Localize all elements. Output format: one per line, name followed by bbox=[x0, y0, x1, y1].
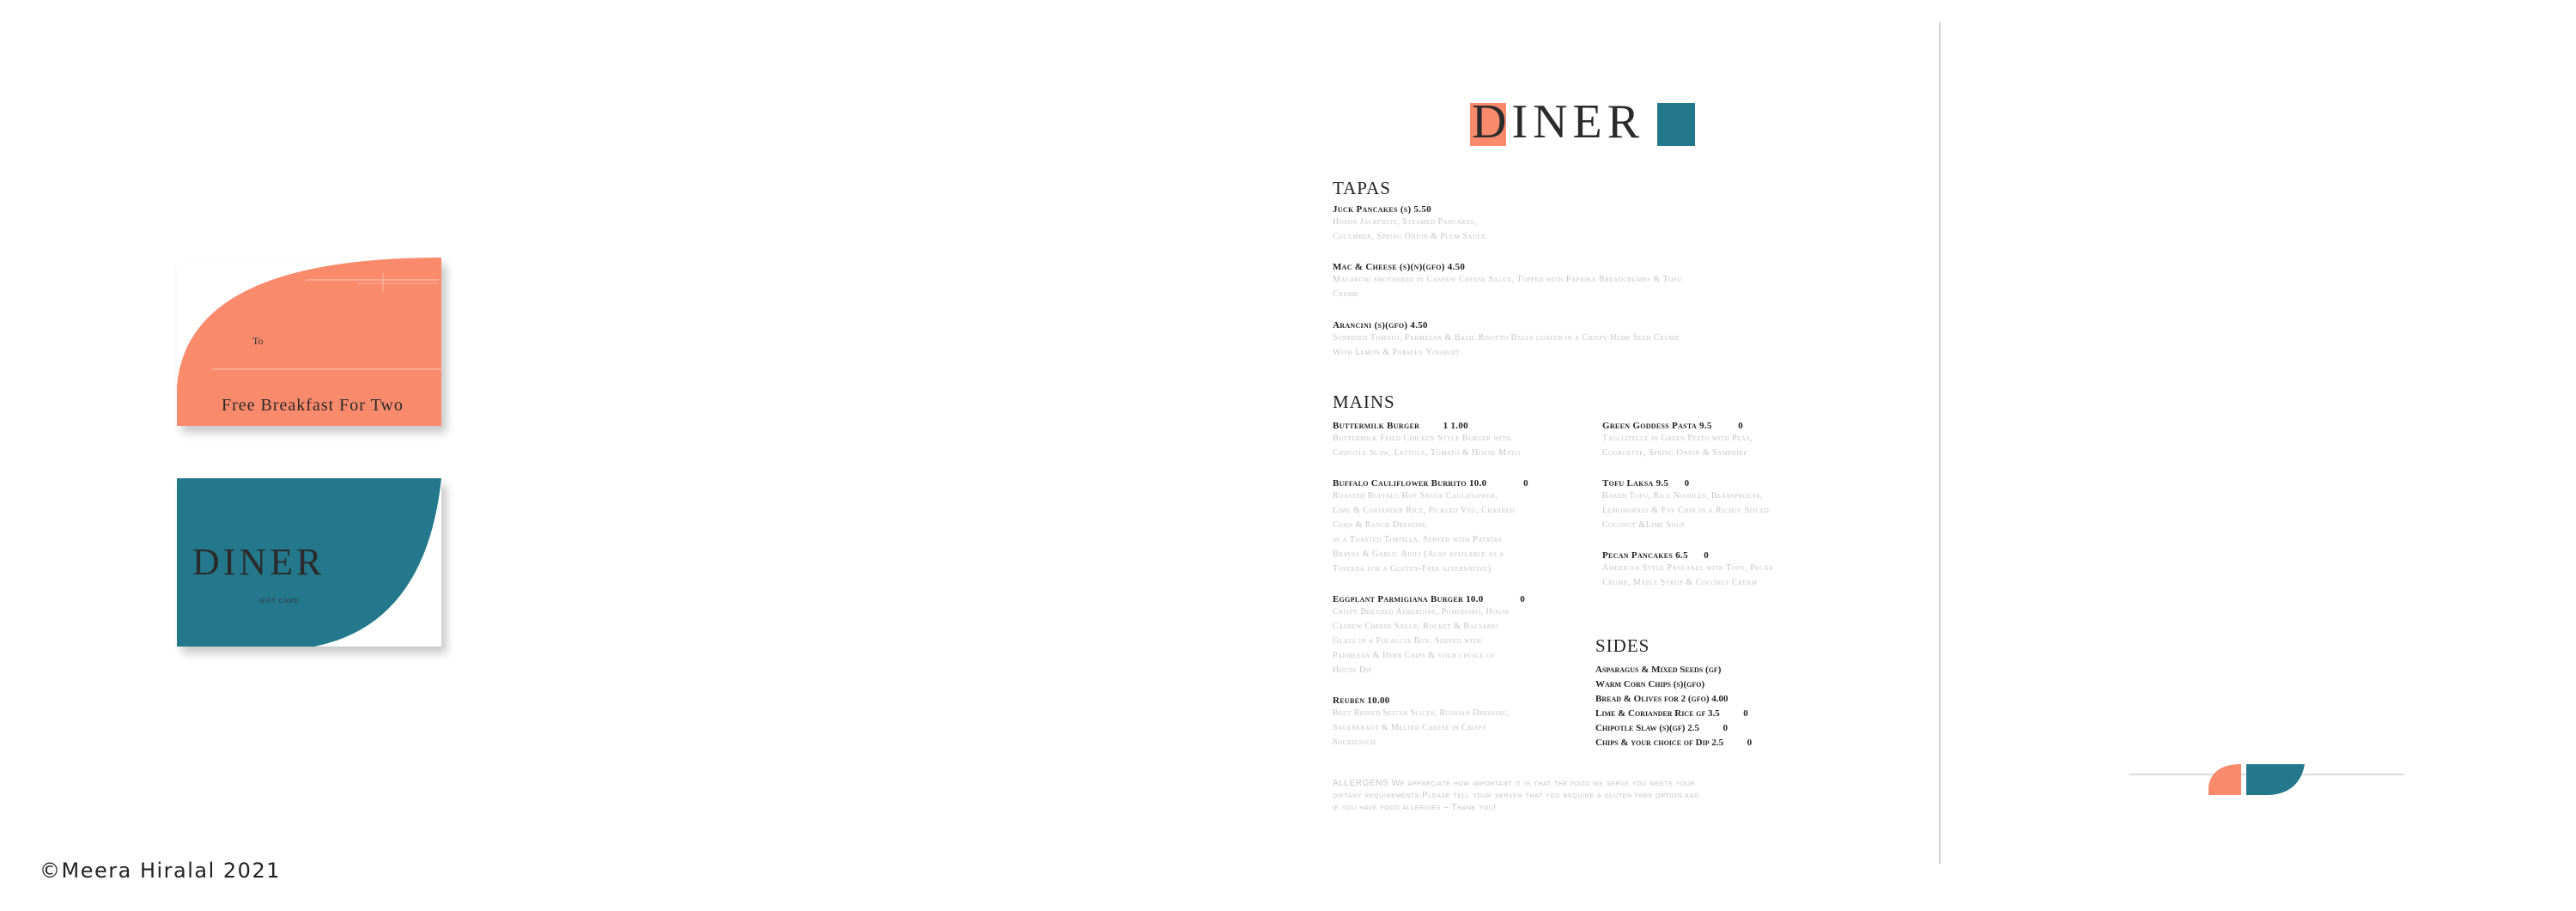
item-desc: Baked Tofu, Rice Noodles, Beansprouts, bbox=[1602, 491, 1764, 501]
card-subtitle: GIFT CARD bbox=[259, 598, 300, 604]
item-desc: Lime & Coriander Rice, Pickled Veg, Charred bbox=[1333, 506, 1516, 515]
item-desc: Sundried Tomato, Parmesan & Basil Risotto Balls coated in a Crispy Hemp Seed Crumb bbox=[1333, 333, 1680, 343]
item-desc: American Style Pancakes with Tofu, Pecan bbox=[1602, 563, 1774, 573]
item-price: 0 bbox=[1684, 478, 1690, 489]
brand-mark-shapes bbox=[2129, 756, 2404, 799]
side-price: 0 bbox=[1747, 738, 1753, 748]
mains-item bbox=[1333, 478, 1599, 576]
item-name bbox=[1333, 478, 1599, 489]
gift-card-front bbox=[177, 258, 441, 426]
item-desc: Beet Brined Seitan Slices, Russian Dressing, bbox=[1333, 708, 1510, 718]
mains-item bbox=[1333, 594, 1599, 677]
item-name bbox=[1333, 421, 1599, 431]
side-name: Asparagus & Mixed Seeds (gf) bbox=[1595, 665, 1722, 675]
item-price: 0 bbox=[1523, 478, 1528, 489]
tapas-item bbox=[1333, 204, 1882, 244]
sides-list bbox=[1595, 663, 1870, 750]
item-desc: Coconut &Lime Soup bbox=[1602, 520, 1686, 530]
gift-card-back bbox=[177, 478, 441, 647]
item-desc: Sourdough bbox=[1333, 738, 1376, 747]
item-desc: Buttermilk Fried Chicken Style Burger with bbox=[1333, 434, 1511, 443]
item-title: Buttermilk Burger bbox=[1333, 421, 1420, 431]
sides-heading: SIDES bbox=[1595, 635, 1650, 656]
side-name: Lime & Coriander Rice gf 3.5 bbox=[1595, 708, 1720, 719]
side-item bbox=[1595, 677, 1870, 692]
menu-page bbox=[1331, 0, 1958, 911]
item-name bbox=[1602, 550, 1860, 561]
item-desc: Hoisin Jackfruit, Steamed Pancakes, bbox=[1333, 217, 1478, 227]
mains-item bbox=[1602, 550, 1860, 590]
item-desc: Lemongrass & Fay Chin in a Richly Spiced bbox=[1602, 506, 1770, 515]
card-title: Free Breakfast For Two bbox=[222, 396, 404, 415]
item-name bbox=[1602, 478, 1860, 489]
item-price: 1 1.00 bbox=[1443, 421, 1468, 431]
side-item bbox=[1595, 692, 1870, 707]
item-price: 0 bbox=[1520, 594, 1526, 604]
card-logo: DINER bbox=[192, 541, 325, 583]
tapas-heading: TAPAS bbox=[1333, 178, 1391, 198]
copyright: ©Meera Hiralal 2021 bbox=[39, 859, 281, 883]
item-title: Green Goddess Pasta 9.5 bbox=[1602, 421, 1712, 431]
item-desc: Crumb, Maple Syrup & Coconut Cream bbox=[1602, 578, 1758, 587]
tapas-item bbox=[1333, 262, 1882, 301]
item-name: Mac & Cheese (s)(n)(gfo) 4.50 bbox=[1333, 262, 1466, 272]
allergens-note bbox=[1333, 778, 1899, 814]
side-item bbox=[1595, 736, 1870, 750]
item-title: Tofu Laksa 9.5 bbox=[1602, 478, 1669, 489]
brand-mark-coral bbox=[2208, 764, 2241, 795]
tapas-item bbox=[1333, 320, 1882, 360]
item-desc: Tostada for a Gluten-Free alternative) bbox=[1333, 564, 1492, 574]
item-desc: With Lemon & Parsley Yoghurt bbox=[1333, 348, 1460, 357]
item-desc: Roasted Buffalo Hot Sauce Cauliflower, bbox=[1333, 491, 1498, 501]
side-price: 0 bbox=[1722, 723, 1728, 733]
allergen-line: ALLERGENS We appreciate how important it is that the food we serve you meets your bbox=[1333, 779, 1696, 788]
brand-mark bbox=[2129, 756, 2404, 799]
item-desc: House Dip bbox=[1333, 665, 1372, 675]
item-desc: Corn & Ranch Dressing bbox=[1333, 520, 1428, 530]
side-item bbox=[1595, 707, 1870, 721]
item-title: Buffalo Cauliflower Burrito 10.0 bbox=[1333, 478, 1487, 489]
item-desc: Chipotle Slaw, Lettuce, Tomato & House Mayo bbox=[1333, 448, 1521, 458]
allergen-line: dietary requirements.Please tell your server that you require a gluten free option and bbox=[1333, 791, 1699, 800]
menu-logo-text: DINER bbox=[1472, 95, 1645, 149]
item-desc: Cashew Cheese Sauce, Rocket & Balsamic bbox=[1333, 622, 1500, 631]
side-item bbox=[1595, 721, 1870, 736]
item-name bbox=[1333, 594, 1599, 604]
mains-item bbox=[1333, 695, 1599, 750]
allergen-line: if you have food allergies – Thank you! bbox=[1333, 803, 1497, 812]
mains-heading: MAINS bbox=[1333, 392, 1395, 412]
item-desc: Crispy Breaded Aubergine, Pomodoro, House bbox=[1333, 607, 1510, 616]
item-desc: Courgette, Spring Onion & Samphire bbox=[1602, 448, 1748, 458]
item-desc: Cucumber, Spring Onion & Plum Sauce bbox=[1333, 232, 1486, 241]
item-desc: Tagliatelle in Green Pesto with Peas, bbox=[1602, 434, 1753, 443]
side-name: Warm Corn Chips (s)(gfo) bbox=[1595, 679, 1705, 689]
item-desc: Parmesan & Herb Chips & your choice of bbox=[1333, 651, 1496, 660]
item-price: 0 bbox=[1704, 550, 1709, 561]
item-name: Juck Pancakes (s) 5.50 bbox=[1333, 204, 1431, 215]
page-divider bbox=[1939, 22, 1941, 864]
menu-logo bbox=[1465, 93, 1722, 153]
item-desc: Sauerkraut & Melted Cheese in Crispy bbox=[1333, 723, 1487, 732]
side-item bbox=[1595, 663, 1870, 677]
item-desc: Crumb bbox=[1333, 289, 1358, 299]
item-title: Eggplant Parmigiana Burger 10.0 bbox=[1333, 594, 1484, 604]
side-name: Bread & Olives for 2 (gfo) 4.00 bbox=[1595, 694, 1728, 704]
item-desc: Macaroni smothered in Cashew Cheese Sauce, Topped with Paprika Breadcrumbs & Tofu bbox=[1333, 275, 1682, 284]
mains-item bbox=[1602, 478, 1860, 532]
item-desc: Glaze in a Focaccia Bun. Served with bbox=[1333, 636, 1482, 646]
side-name: Chips & your choice of Dip 2.5 bbox=[1595, 738, 1724, 748]
logo-teal-block bbox=[1657, 103, 1695, 146]
side-price: 0 bbox=[1743, 708, 1748, 719]
item-name: Reuben 10.00 bbox=[1333, 695, 1390, 706]
item-desc: Bravas & Garlic Aioli (Also available as a bbox=[1333, 550, 1504, 559]
side-name: Chipotle Slaw (s)(gf) 2.5 bbox=[1595, 723, 1699, 733]
mains-item bbox=[1333, 421, 1599, 460]
card-to-label: To bbox=[252, 335, 264, 347]
mains-item bbox=[1602, 421, 1860, 460]
brand-mark-teal bbox=[2246, 764, 2305, 795]
item-price: 0 bbox=[1738, 421, 1744, 431]
item-name: Arancini (s)(gfo) 4.50 bbox=[1333, 320, 1428, 331]
item-name bbox=[1602, 421, 1860, 431]
item-desc: in a Toasted Tortilla. Served with Patatas bbox=[1333, 535, 1503, 544]
item-title: Pecan Pancakes 6.5 bbox=[1602, 550, 1688, 561]
